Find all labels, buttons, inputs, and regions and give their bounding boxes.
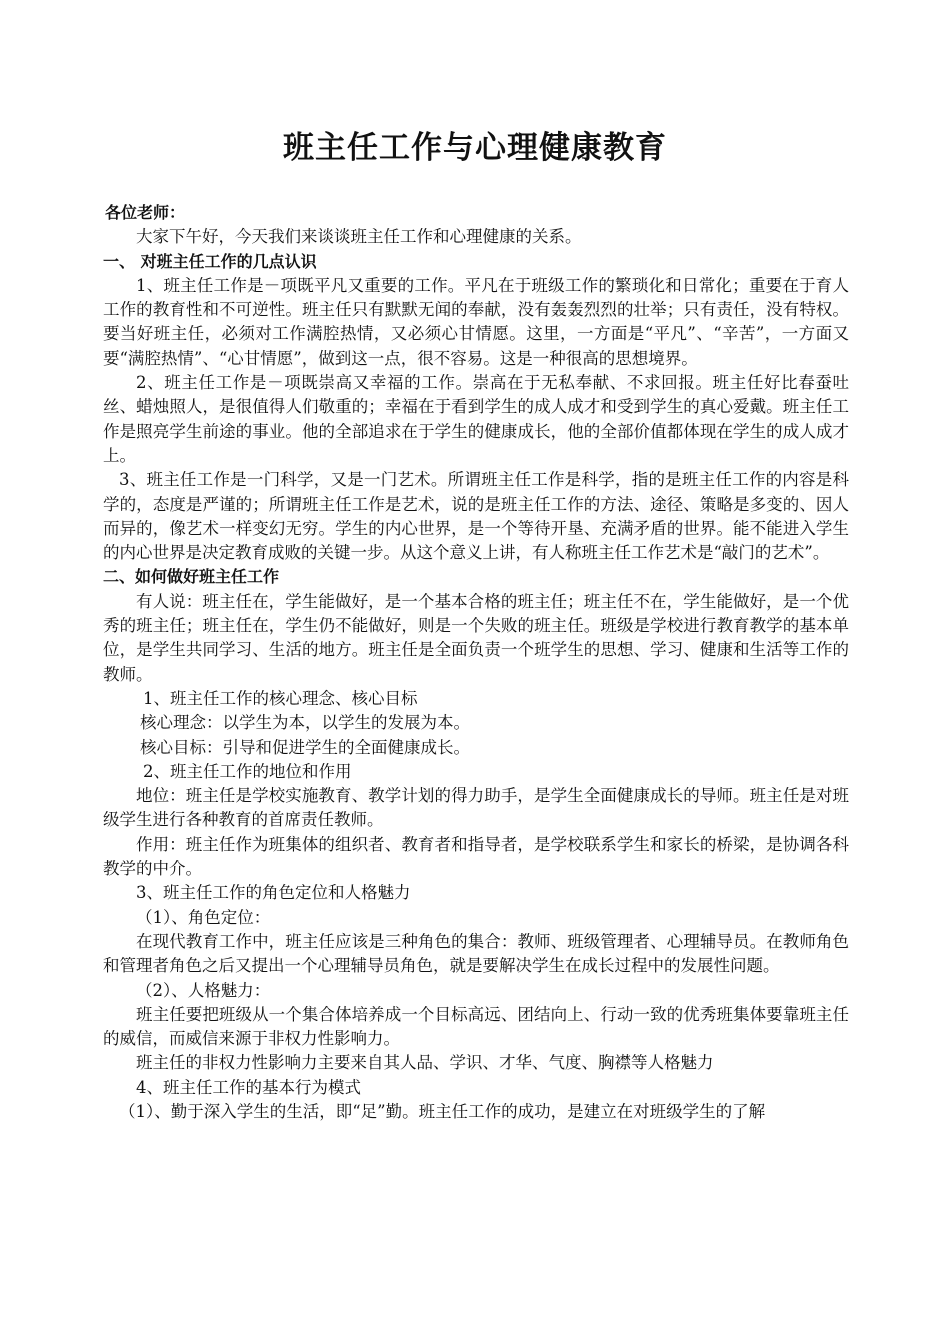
- paragraph: 作用：班主任作为班集体的组织者、教育者和指导者，是学校联系学生和家长的桥梁，是协调各科教学的中介。: [103, 834, 849, 879]
- paragraph: 有人说：班主任在，学生能做好，是一个基本合格的班主任；班主任不在，学生能做好，是一个优秀的班主任；班主任在，学生仍不能做好，则是一个失败的班主任。班级是学校进行教育教学的基本单位，是学生共同学习、生活的地方。班主任是全面负责一个班学生的思想、学习、健康和生活等工作的教师。: [103, 591, 849, 684]
- document-body: [103, 201, 849, 1124]
- paragraph: 2、班主任工作是－项既崇高又幸福的工作。崇高在于无私奉献、不求回报。班主任好比春蚕吐丝、蜡烛照人，是很值得人们敬重的；幸福在于看到学生的成人成才和受到学生的真心爱戴。班主任工作是照亮学生前途的事业。他的全部追求在于学生的健康成长，他的全部价值都体现在学生的成人成才上。: [103, 373, 849, 465]
- paragraph: 大家下午好，今天我们来谈谈班主任工作和心理健康的关系。: [136, 227, 582, 247]
- section-heading: 二、如何做好班主任工作: [103, 567, 280, 587]
- subsection-heading: 1、班主任工作的核心理念、核心目标: [143, 688, 418, 708]
- document-title: 班主任工作与心理健康教育: [283, 130, 667, 166]
- paragraph: 地位：班主任是学校实施教育、教学计划的得力助手，是学生全面健康成长的导师。班主任是对班级学生进行各种教育的首席责任教师。: [103, 786, 849, 830]
- paragraph: 1、班主任工作是－项既平凡又重要的工作。平凡在于班级工作的繁琐化和日常化；重要在于育人工作的教育性和不可逆性。班主任只有默默无闻的奉献，没有轰轰烈烈的壮举；只有责任，没有特权。要当好班主任，必须对工作满腔热情，又必须心甘情愿。这里，一方面是“平凡”、“辛苦”，一方面又要“满腔热情”、“心甘情愿”，做到这一点，很不容易。这是一种很高的思想境界。: [103, 275, 849, 368]
- paragraph: 3、班主任工作是一门科学，又是一门艺术。所谓班主任工作是科学，指的是班主任工作的内容是科学的，态度是严谨的；所谓班主任工作是艺术，说的是班主任工作的方法、途径、策略是多变的、因人而异的，像艺术一样变幻无穷。学生的内心世界，是一个等待开垦、充满矛盾的世界。能不能进入学生的内心世界是决定教育成败的关键一步。从这个意义上讲，有人称班主任工作艺术是“敲门的艺术”。: [103, 470, 849, 563]
- paragraph: 核心目标：引导和促进学生的全面健康成长。: [140, 737, 470, 757]
- salutation: 各位老师：: [105, 203, 186, 222]
- section-heading: 一、 对班主任工作的几点认识: [103, 251, 317, 271]
- paragraph: 核心理念：以学生为本，以学生的发展为本。: [140, 713, 470, 733]
- item-heading: （2）、人格魅力：: [136, 980, 271, 1000]
- subsection-heading: 4、班主任工作的基本行为模式: [136, 1077, 361, 1097]
- paragraph: 班主任要把班级从一个集合体培养成一个目标高远、团结向上、行动一致的优秀班集体要靠班主任的威信，而威信来源于非权力性影响力。: [103, 1004, 849, 1049]
- subsection-heading: 2、班主任工作的地位和作用: [143, 761, 352, 781]
- paragraph: （1）、勤于深入学生的生活，即“足”勤。班主任工作的成功，是建立在对班级学生的了解: [119, 1101, 766, 1121]
- paragraph: 在现代教育工作中，班主任应该是三种角色的集合：教师、班级管理者、心理辅导员。在教师角色和管理者角色之后又提出一个心理辅导员角色，就是要解决学生在成长过程中的发展性问题。: [103, 931, 849, 976]
- paragraph: 班主任的非权力性影响力主要来自其人品、学识、才华、气度、胸襟等人格魅力: [136, 1053, 714, 1073]
- item-heading: （1）、角色定位：: [136, 907, 271, 927]
- subsection-heading: 3、班主任工作的角色定位和人格魅力: [136, 883, 411, 903]
